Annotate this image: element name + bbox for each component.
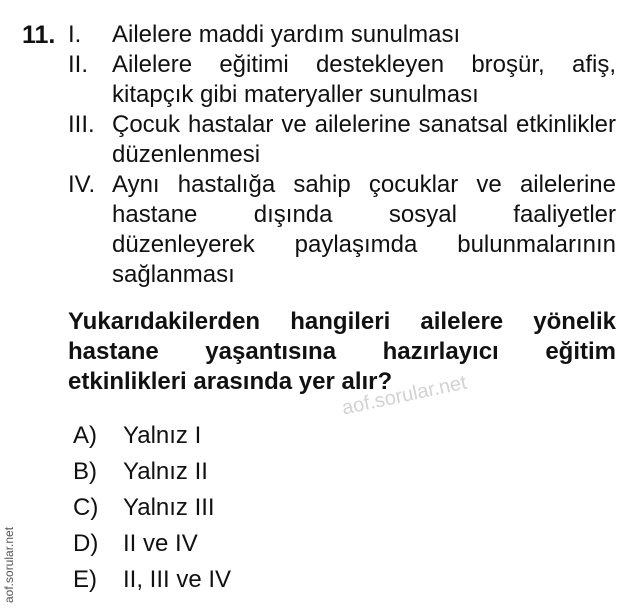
option-text: II, III ve IV	[123, 566, 232, 593]
answer-option-c[interactable]	[73, 490, 231, 526]
watermark-side: aof.sorular.net	[2, 526, 16, 603]
option-label: C)	[73, 494, 99, 521]
statement-text: Ailelere eğitimi destekleyen broşür, afiş, kitapçık gibi materyaller sunulması	[112, 51, 616, 108]
option-label: E)	[73, 566, 97, 593]
statement-text: Çocuk hastalar ve ailelerine sanatsal etkinlikler düzenlenmesi	[112, 111, 616, 168]
statement-label: I.	[68, 21, 82, 48]
statement-label: II.	[68, 51, 89, 78]
statement-text: Ailelere maddi yardım sunulması	[112, 21, 461, 48]
statement-label: IV.	[68, 171, 96, 198]
statement-item	[68, 20, 616, 50]
answer-option-d[interactable]	[73, 526, 231, 562]
question-stem: Yukarıdakilerden hangileri ailelere yönelik hastane yaşantısına hazırlayıcı eğitim etkinlikleri arasında yer alır?	[68, 308, 616, 395]
statement-text: Aynı hastalığa sahip çocuklar ve ailelerine hastane dışında sosyal faaliyetler düzenleyerek paylaşımda bulunmalarının sağlanması	[112, 171, 616, 288]
option-text: Yalnız III	[123, 494, 215, 521]
option-label: A)	[73, 422, 97, 449]
answer-option-a[interactable]	[73, 418, 231, 454]
answer-option-e[interactable]	[73, 562, 231, 598]
statement-item	[68, 110, 616, 170]
option-label: D)	[73, 530, 99, 557]
option-text: Yalnız II	[123, 458, 208, 485]
option-text: II ve IV	[123, 530, 198, 557]
question-number: 11.	[22, 21, 56, 49]
statement-item	[68, 50, 616, 110]
answer-options	[73, 418, 231, 598]
option-text: Yalnız I	[123, 422, 202, 449]
answer-option-b[interactable]	[73, 454, 231, 490]
statement-label: III.	[68, 111, 95, 138]
statement-list	[68, 20, 616, 290]
watermark-center: aof.sorular.net	[340, 371, 469, 420]
statement-item	[68, 170, 616, 290]
option-label: B)	[73, 458, 97, 485]
